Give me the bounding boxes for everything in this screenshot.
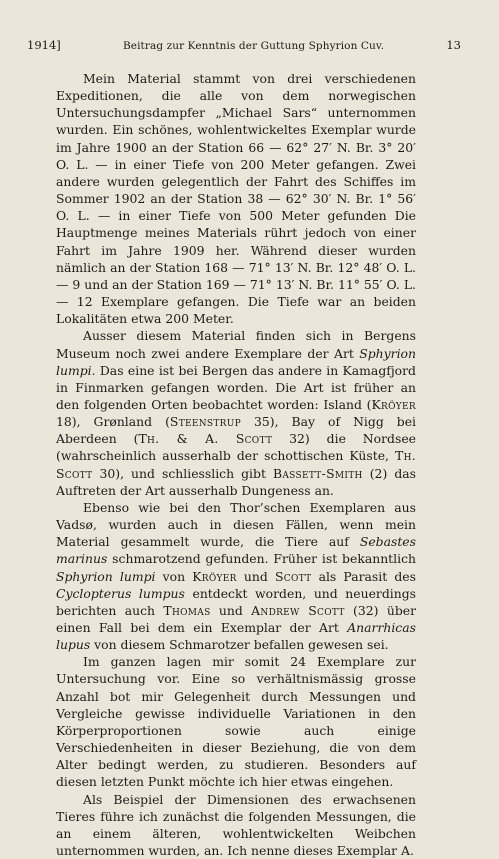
author-name: Kröyer	[371, 396, 416, 412]
text-run: 35), Bay of Nigg bei Aberdeen (	[56, 414, 416, 447]
text-run: 30), und schliesslich gibt	[92, 465, 273, 481]
author-name: Th. & A. Scott	[138, 431, 273, 447]
author-name: Kröyer	[192, 568, 237, 584]
running-header	[27, 38, 461, 52]
page-number: 13	[446, 38, 461, 52]
italic-taxon: Sphyrion lumpi	[56, 568, 156, 584]
text-run: 18), Grønland (	[56, 414, 170, 430]
paragraph	[56, 327, 416, 499]
paragraph	[56, 791, 416, 859]
text-run: von	[155, 568, 193, 584]
author-name: Th. Scott	[56, 448, 416, 481]
italic-taxon: Anarrhicas lupus	[56, 620, 416, 653]
paragraph	[56, 499, 416, 653]
running-title: Beitrag zur Kenntnis der Guttung Sphyrion Cuv.	[122, 40, 385, 52]
text-run: . Das eine ist bei Bergen das andere in Kamagfjord in Finmarken gefangen worden. Die Art ist früher an den folgenden Orten beobachtet worden: Island (	[56, 362, 416, 412]
text-run: und	[236, 568, 275, 584]
text-run: Im ganzen lagen mir somit 24 Exemplare zur Untersuchung vor. Eine so verhältnismässig grosse Anzahl bot mir Gelegenheit durch Messungen und Vergleiche gewisse individuelle Variationen in den Körperproportionen sowie auch einige Verschiedenheiten in dieser Beziehung, die von dem Alter bedingt werden, zu studieren. Besonders auf diesen letzten Punkt möchte ich hier etwas eingehen.	[56, 654, 416, 790]
author-name: Scott	[274, 568, 312, 584]
author-name: Thomas	[163, 602, 211, 618]
paragraph	[56, 70, 416, 327]
author-name: Steenstrup	[169, 414, 241, 430]
text-run: (2) das Auftreten der Art ausserhalb Dungeness an.	[56, 465, 416, 498]
text-run: als Parasit des	[311, 568, 416, 584]
text-run: 32) die Nordsee (wahrscheinlich ausserhalb der schottischen Küste,	[56, 431, 416, 464]
body-text	[56, 70, 416, 859]
text-run: Als Beispiel der Dimensionen des erwachsenen Tieres führe ich zunächst die folgenden Messungen, die an einem älteren, wohlentwickelten Weibchen unternommen wurden, an. Ich nenne dieses Exemplar A.	[56, 791, 416, 859]
italic-taxon: Cyclopterus lumpus	[56, 585, 185, 601]
text-run: Ebenso wie bei den Thor’schen Exemplaren aus Vadsø, wurden auch in diesen Fällen, wenn mein Material gesammelt wurde, die Tiere auf	[56, 499, 416, 550]
italic-taxon: Sebastes marinus	[56, 534, 416, 567]
text-run: Ausser diesem Material finden sich in Bergens Museum noch zwei andere Exemplare der Art	[56, 328, 416, 361]
text-run: Mein Material stammt von drei verschiedenen Expeditionen, die alle von dem norwegischen Untersuchungsdampfer „Michael Sars“ unternommen wurden. Ein schönes, wohlentwickeltes Exemplar wurde im Jahre 1900 an der Station 66 — 62° 27′ N. Br. 3° 20′ O. L. — in einer Tiefe von 200 Meter gefangen. Zwei andere wurden gelegentlich der Fahrt des Schiffes im Sommer 1902 an der Station 38 — 62° 30′ N. Br. 1° 56′ O. L. — in einer Tiefe von 500 Meter gefunden Die Hauptmenge meines Materials rührt jedoch von einer Fahrt im Jahre 1909 her. Während dieser wurden nämlich an der Station 168 — 71° 13′ N. Br. 12° 48′ O. L. — 9 und an der Station 169 — 71° 13′ N. Br. 11° 55′ O. L. — 12 Exemplare gefangen. Die Tiefe war an beiden Lokalitäten etwa 200 Meter.	[56, 71, 416, 327]
header-year: 1914]	[27, 38, 61, 52]
italic-taxon: Sphyrion lumpi	[56, 345, 416, 378]
text-run: entdeckt worden, und neuerdings berichten auch	[56, 585, 417, 618]
text-run: von diesem Schmarotzer befallen gewesen sei.	[90, 637, 389, 653]
text-run: schmarotzend gefunden. Früher ist bekanntlich	[107, 551, 416, 567]
paragraph	[56, 653, 416, 790]
author-name: Andrew Scott	[251, 602, 345, 618]
text-run: (32) über einen Fall bei dem ein Exemplar der Art	[56, 602, 417, 635]
author-name: Bassett-Smith	[272, 465, 363, 481]
text-run: und	[210, 602, 252, 618]
